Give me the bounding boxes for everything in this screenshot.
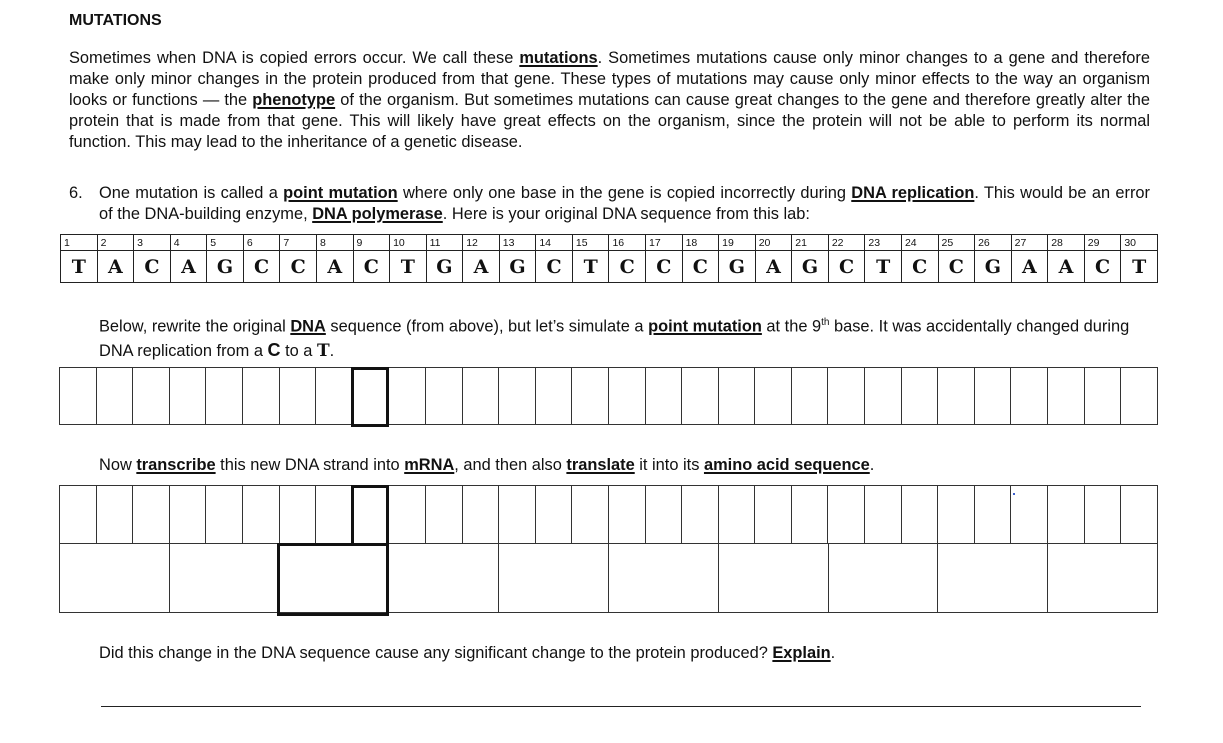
term-dna: DNA <box>290 317 326 336</box>
term-translate: translate <box>566 456 635 474</box>
position-number: 27 <box>1011 235 1048 251</box>
dna-answer-cell[interactable] <box>791 368 828 425</box>
term-explain: Explain <box>772 644 831 662</box>
mrna-answer-cell[interactable] <box>206 486 243 544</box>
mrna-answer-cell[interactable] <box>96 486 133 544</box>
dna-base: A <box>316 251 353 283</box>
position-number: 2 <box>97 235 134 251</box>
amino-acid-answer-cell[interactable] <box>828 544 938 613</box>
dna-answer-cell[interactable] <box>645 368 682 425</box>
dna-base: A <box>97 251 134 283</box>
mrna-answer-cell[interactable] <box>938 486 975 544</box>
dna-answer-cell[interactable] <box>865 368 902 425</box>
dna-base: C <box>353 251 390 283</box>
mrna-answer-cell[interactable] <box>316 486 353 544</box>
dna-base: G <box>426 251 463 283</box>
dna-answer-cell[interactable] <box>718 368 755 425</box>
dna-answer-cell[interactable] <box>425 368 462 425</box>
dna-base: A <box>1048 251 1085 283</box>
base-to: T <box>316 341 330 362</box>
dna-base: C <box>134 251 171 283</box>
mrna-answer-cell[interactable] <box>1084 486 1121 544</box>
position-number: 1 <box>61 235 98 251</box>
position-number: 25 <box>938 235 975 251</box>
dna-answer-cell[interactable] <box>901 368 938 425</box>
term-amino-acid-sequence: amino acid sequence <box>703 456 870 474</box>
mrna-answer-cell[interactable] <box>242 486 279 544</box>
mrna-answer-cell[interactable] <box>499 486 536 544</box>
position-number: 30 <box>1121 235 1158 251</box>
mrna-answer-cell[interactable] <box>462 486 499 544</box>
rewrite-instructions: Below, rewrite the original DNA sequence (from above), but let’s simulate a point mutation at the 9th base. It was accidentally changed during DNA replication from a C to a T. <box>99 317 1130 362</box>
mrna-answer-cell[interactable] <box>169 486 206 544</box>
mrna-answer-cell[interactable] <box>535 486 572 544</box>
position-number: 4 <box>170 235 207 251</box>
dna-answer-cell[interactable] <box>206 368 243 425</box>
dna-base: G <box>792 251 829 283</box>
position-number: 29 <box>1084 235 1121 251</box>
amino-acid-answer-cell[interactable] <box>169 544 279 613</box>
position-number: 21 <box>792 235 829 251</box>
position-number: 24 <box>901 235 938 251</box>
dna-base: A <box>1011 251 1048 283</box>
dna-answer-cell[interactable] <box>462 368 499 425</box>
question-6-text: One mutation is called a point mutation where only one base in the gene is copied incorrectly during DNA replication. This would be an error of the DNA-building enzyme, DNA polymerase. Here is your original DNA sequence from this lab: <box>99 184 1150 223</box>
dna-base: C <box>901 251 938 283</box>
dna-answer-cell[interactable] <box>389 368 426 425</box>
original-dna-sequence-table <box>60 234 1158 283</box>
final-question: Did this change in the DNA sequence cause any significant change to the protein produced? Explain. <box>99 644 836 662</box>
dna-base: G <box>719 251 756 283</box>
dna-base: C <box>682 251 719 283</box>
mrna-answer-cell[interactable] <box>901 486 938 544</box>
position-number: 17 <box>646 235 683 251</box>
term-point-mutation-2: point mutation <box>648 317 762 336</box>
position-number: 9 <box>353 235 390 251</box>
term-dna-replication: DNA replication <box>851 184 975 202</box>
mutated-dna-answer-grid[interactable] <box>59 367 1158 425</box>
mrna-answer-cell[interactable] <box>1121 486 1158 544</box>
dna-answer-cell[interactable] <box>60 368 97 425</box>
dna-base: C <box>938 251 975 283</box>
position-number: 22 <box>828 235 865 251</box>
highlight-codon-3 <box>277 543 389 616</box>
mrna-answer-cell[interactable] <box>279 486 316 544</box>
position-number: 16 <box>609 235 646 251</box>
dna-base: A <box>170 251 207 283</box>
mrna-answer-cell[interactable] <box>645 486 682 544</box>
dna-base: G <box>499 251 536 283</box>
dna-answer-cell[interactable] <box>1084 368 1121 425</box>
position-number: 23 <box>865 235 902 251</box>
base-from: C <box>267 340 281 361</box>
position-number: 7 <box>280 235 317 251</box>
term-transcribe: transcribe <box>136 456 216 474</box>
dna-answer-cell[interactable] <box>1011 368 1048 425</box>
mrna-answer-cell[interactable] <box>755 486 792 544</box>
dna-answer-cell[interactable] <box>279 368 316 425</box>
dna-answer-cell[interactable] <box>938 368 975 425</box>
dna-base: T <box>865 251 902 283</box>
term-mutations: mutations <box>519 49 598 67</box>
position-number: 5 <box>207 235 244 251</box>
dna-base: C <box>243 251 280 283</box>
mrna-answer-cell[interactable] <box>865 486 902 544</box>
position-number: 11 <box>426 235 463 251</box>
mrna-answer-cell[interactable] <box>389 486 426 544</box>
dna-answer-cell[interactable] <box>608 368 645 425</box>
term-point-mutation: point mutation <box>283 184 398 202</box>
position-number: 3 <box>134 235 171 251</box>
position-number: 8 <box>316 235 353 251</box>
position-number: 18 <box>682 235 719 251</box>
mrna-answer-cell[interactable] <box>1048 486 1085 544</box>
mrna-answer-cell[interactable] <box>974 486 1011 544</box>
amino-acid-answer-cell[interactable] <box>1048 544 1158 613</box>
dna-answer-cell[interactable] <box>572 368 609 425</box>
term-dna-polymerase: DNA polymerase <box>312 205 443 223</box>
mrna-answer-cell[interactable] <box>791 486 828 544</box>
amino-acid-answer-cell[interactable] <box>60 544 170 613</box>
dna-base: T <box>390 251 427 283</box>
dna-base: C <box>1084 251 1121 283</box>
dna-base: T <box>1121 251 1158 283</box>
mrna-answer-cell[interactable] <box>608 486 645 544</box>
dna-base: C <box>280 251 317 283</box>
amino-acid-answer-cell[interactable] <box>608 544 718 613</box>
transcribe-instructions: Now transcribe this new DNA strand into mRNA, and then also translate it into its amino acid sequence. <box>99 456 875 474</box>
position-number: 15 <box>572 235 609 251</box>
highlight-base-9 <box>351 367 389 427</box>
mrna-answer-cell[interactable] <box>1011 486 1048 544</box>
position-number: 28 <box>1048 235 1085 251</box>
position-number: 13 <box>499 235 536 251</box>
dna-answer-cell[interactable] <box>499 368 536 425</box>
dna-answer-cell[interactable] <box>96 368 133 425</box>
dna-answer-cell[interactable] <box>828 368 865 425</box>
dna-base: C <box>828 251 865 283</box>
term-mrna: mRNA <box>404 456 455 474</box>
dna-answer-cell[interactable] <box>682 368 719 425</box>
amino-acid-answer-cell[interactable] <box>718 544 828 613</box>
answer-line[interactable] <box>101 706 1141 707</box>
position-row <box>61 235 1158 251</box>
dna-answer-cell[interactable] <box>133 368 170 425</box>
position-number: 10 <box>390 235 427 251</box>
mrna-answer-cell[interactable] <box>828 486 865 544</box>
position-number: 26 <box>975 235 1012 251</box>
dna-base: G <box>975 251 1012 283</box>
position-number: 12 <box>463 235 500 251</box>
intro-paragraph: Sometimes when DNA is copied errors occur. We call these mutations. Sometimes mutations cause only minor changes to a gene and therefore make only minor changes in the protein produced from that gene. These types of mutations may cause only minor effects to the way an organism looks or functions — the phenotype of the organism. But sometimes mutations can cause great changes to the gene and therefore greatly alter the protein that is made from that gene. This will likely have great effects on the organism, since the protein will not be able to perform its normal function. This may lead to the inheritance of a genetic disease. <box>69 49 1150 151</box>
amino-acid-answer-grid[interactable] <box>59 543 1158 613</box>
dna-base: C <box>646 251 683 283</box>
position-number: 6 <box>243 235 280 251</box>
position-number: 20 <box>755 235 792 251</box>
position-number: 14 <box>536 235 573 251</box>
dna-answer-cell[interactable] <box>169 368 206 425</box>
dna-base: T <box>572 251 609 283</box>
dna-answer-cell[interactable] <box>974 368 1011 425</box>
question-number: 6. <box>69 184 83 202</box>
dna-answer-cell[interactable] <box>755 368 792 425</box>
dna-answer-cell[interactable] <box>242 368 279 425</box>
dna-base: G <box>207 251 244 283</box>
mrna-answer-cell[interactable] <box>718 486 755 544</box>
position-number: 19 <box>719 235 756 251</box>
dna-base: T <box>61 251 98 283</box>
dna-base: C <box>609 251 646 283</box>
mrna-answer-grid[interactable] <box>59 485 1158 544</box>
stray-mark <box>1013 493 1015 495</box>
dna-answer-cell[interactable] <box>1048 368 1085 425</box>
base-row <box>61 251 1158 283</box>
mrna-answer-cell[interactable] <box>572 486 609 544</box>
dna-answer-cell[interactable] <box>1121 368 1158 425</box>
amino-acid-answer-cell[interactable] <box>499 544 609 613</box>
section-title: MUTATIONS <box>69 12 162 29</box>
dna-base: A <box>463 251 500 283</box>
amino-acid-answer-cell[interactable] <box>389 544 499 613</box>
dna-base: A <box>755 251 792 283</box>
dna-answer-cell[interactable] <box>535 368 572 425</box>
dna-base: C <box>536 251 573 283</box>
mrna-answer-cell[interactable] <box>425 486 462 544</box>
mrna-answer-cell[interactable] <box>60 486 97 544</box>
mrna-answer-cell[interactable] <box>133 486 170 544</box>
term-phenotype: phenotype <box>252 91 336 109</box>
mrna-answer-cell[interactable] <box>682 486 719 544</box>
highlight-mrna-base-9 <box>351 485 389 544</box>
dna-answer-cell[interactable] <box>316 368 353 425</box>
amino-acid-answer-cell[interactable] <box>938 544 1048 613</box>
